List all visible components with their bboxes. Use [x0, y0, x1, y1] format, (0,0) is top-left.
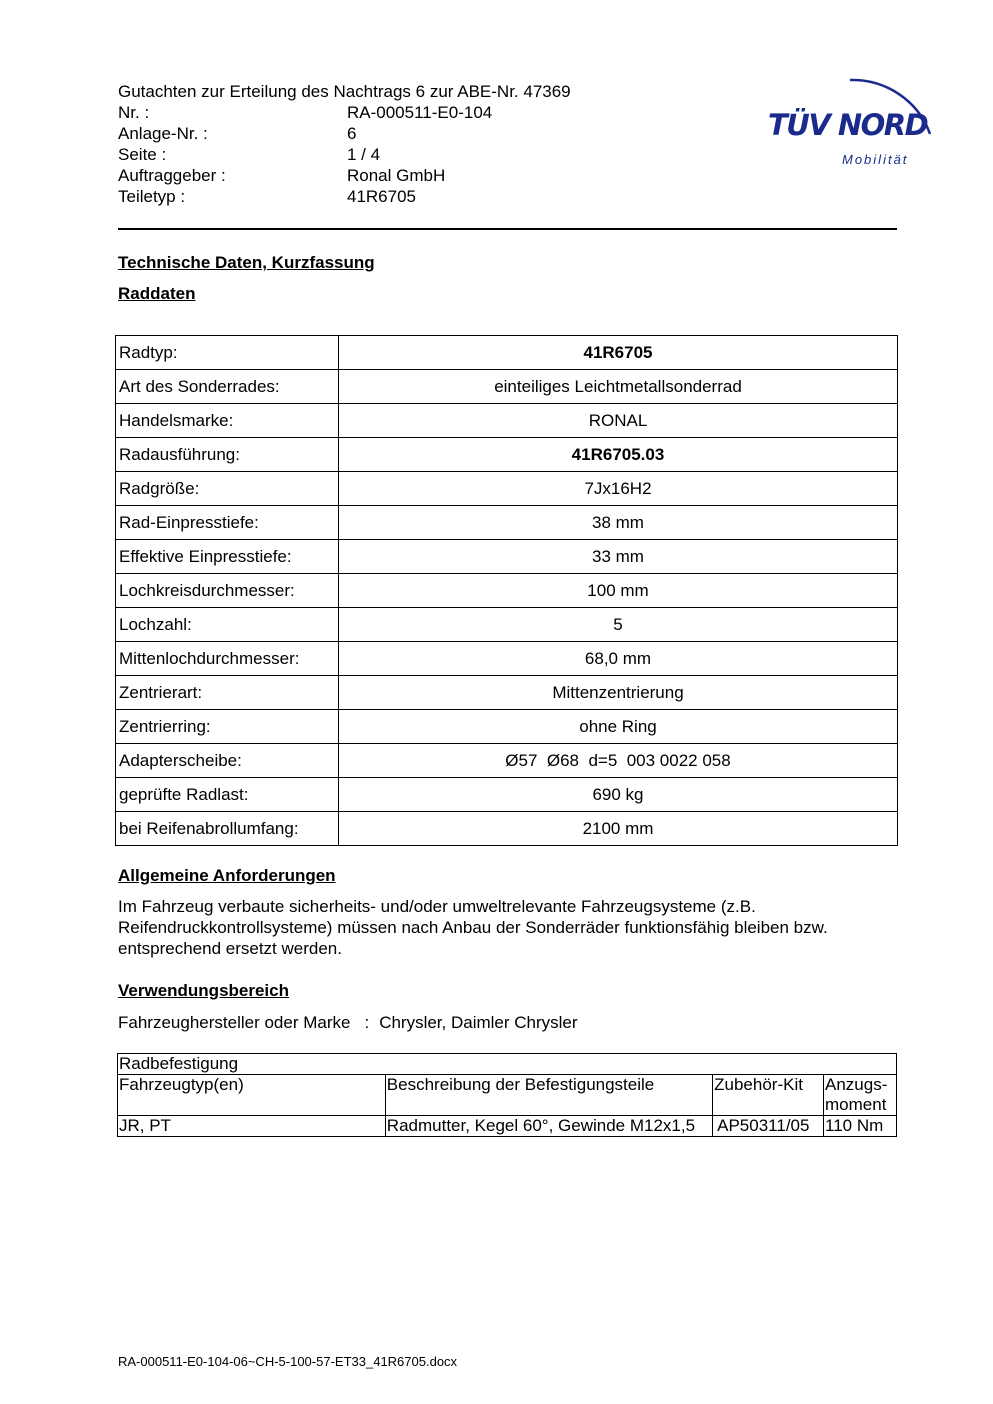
- table-cell: Radmutter, Kegel 60°, Gewinde M12x1,5: [385, 1116, 712, 1137]
- section-allgemeine-anforderungen: Allgemeine Anforderungen: [118, 866, 336, 885]
- hersteller-line: [118, 1012, 908, 1033]
- table-key: Radgröße:: [116, 472, 339, 506]
- header-row-nr: [118, 102, 492, 123]
- document-title: Gutachten zur Erteilung des Nachtrags 6 zur ABE-Nr. 47369: [118, 82, 571, 101]
- column-header: Fahrzeugtyp(en): [118, 1075, 386, 1116]
- hersteller-separator: :: [364, 1013, 370, 1032]
- table-key: Effektive Einpresstiefe:: [116, 540, 339, 574]
- header-divider: [118, 228, 897, 230]
- table-value: Mittenzentrierung: [339, 676, 898, 710]
- header-value: Ronal GmbH: [347, 166, 446, 185]
- table-key: Radtyp:: [116, 336, 339, 370]
- table-title: Radbefestigung: [118, 1054, 897, 1075]
- table-key: Lochkreisdurchmesser:: [116, 574, 339, 608]
- table-row: [116, 506, 898, 540]
- table-key: geprüfte Radlast:: [116, 778, 339, 812]
- table-value: einteiliges Leichtmetallsonderrad: [339, 370, 898, 404]
- table-value: 7Jx16H2: [339, 472, 898, 506]
- table-key: Handelsmarke:: [116, 404, 339, 438]
- logo-subtitle: Mobilität: [842, 152, 909, 167]
- table-row: [116, 540, 898, 574]
- table-value: ohne Ring: [339, 710, 898, 744]
- table-value: 100 mm: [339, 574, 898, 608]
- table-value: RONAL: [339, 404, 898, 438]
- table-value: 33 mm: [339, 540, 898, 574]
- table-value: Ø57 Ø68 d=5 003 0022 058: [339, 744, 898, 778]
- table-key: bei Reifenabrollumfang:: [116, 812, 339, 846]
- header-row-anlage: [118, 123, 356, 144]
- table-key: Adapterscheibe:: [116, 744, 339, 778]
- table-row: [118, 1116, 897, 1137]
- allgemeine-paragraph: Im Fahrzeug verbaute sicherheits- und/oder umweltrelevante Fahrzeugsysteme (z.B. Reifendruckkontrollsysteme) müssen nach Anbau der Sonderräder funktionsfähig bleiben bzw. entsprechend ersetzt werden.: [118, 897, 828, 958]
- table-row: [116, 574, 898, 608]
- table-cell: 110 Nm: [824, 1116, 897, 1137]
- table-key: Art des Sonderrades:: [116, 370, 339, 404]
- header-key: Nr. :: [118, 103, 150, 122]
- table-key: Mittenlochdurchmesser:: [116, 642, 339, 676]
- table-title-row: [118, 1054, 897, 1075]
- table-header-row: [118, 1075, 897, 1116]
- table-row: [116, 472, 898, 506]
- table-row: [116, 778, 898, 812]
- table-row: [116, 812, 898, 846]
- table-key: Zentrierring:: [116, 710, 339, 744]
- header-key: Auftraggeber :: [118, 166, 226, 185]
- table-row: [116, 676, 898, 710]
- table-key: Radausführung:: [116, 438, 339, 472]
- table-row: [116, 744, 898, 778]
- table-row: [116, 608, 898, 642]
- table-cell: AP50311/05: [713, 1116, 824, 1137]
- header-value: 41R6705: [347, 187, 417, 206]
- section-technische-daten: Technische Daten, Kurzfassung: [118, 253, 375, 272]
- table-value: 41R6705.03: [339, 438, 898, 472]
- tuev-nord-logo: [762, 58, 942, 173]
- table-value: 41R6705: [339, 336, 898, 370]
- hersteller-label: Fahrzeughersteller oder Marke: [118, 1013, 351, 1032]
- table-row: [116, 370, 898, 404]
- header-row-seite: [118, 144, 380, 165]
- header-value: 6: [347, 124, 357, 143]
- table-row: [116, 404, 898, 438]
- column-header: Beschreibung der Befestigungsteile: [385, 1075, 712, 1116]
- table-value: 5: [339, 608, 898, 642]
- section-verwendungsbereich: Verwendungsbereich: [118, 981, 289, 1000]
- radbefestigung-table: [117, 1053, 897, 1137]
- table-cell: JR, PT: [118, 1116, 386, 1137]
- header-key: Anlage-Nr. :: [118, 124, 208, 143]
- table-value: 690 kg: [339, 778, 898, 812]
- table-key: Rad-Einpresstiefe:: [116, 506, 339, 540]
- table-key: Lochzahl:: [116, 608, 339, 642]
- table-row: [116, 642, 898, 676]
- hersteller-value: Chrysler, Daimler Chrysler: [379, 1013, 578, 1032]
- header-value: RA-000511-E0-104: [347, 103, 493, 122]
- header-row-teiletyp: [118, 186, 416, 207]
- table-row: [116, 438, 898, 472]
- column-header-text: Anzugs-moment: [825, 1075, 888, 1114]
- table-row: [116, 336, 898, 370]
- footer-filename: RA-000511-E0-104-06~CH-5-100-57-ET33_41R6705.docx: [118, 1354, 458, 1369]
- table-row: [116, 710, 898, 744]
- raddaten-table: [115, 335, 898, 846]
- header-key: Seite :: [118, 145, 167, 164]
- section-raddaten: Raddaten: [118, 284, 196, 303]
- column-header: Zubehör-Kit: [713, 1075, 824, 1116]
- column-header: [824, 1075, 897, 1116]
- header-value: 1 / 4: [347, 145, 381, 164]
- header-key: Teiletyp :: [118, 187, 186, 206]
- table-key: Zentrierart:: [116, 676, 339, 710]
- table-value: 2100 mm: [339, 812, 898, 846]
- header-row-auftraggeber: [118, 165, 445, 186]
- table-value: 68,0 mm: [339, 642, 898, 676]
- table-value: 38 mm: [339, 506, 898, 540]
- logo-wordmark: TÜV NORD: [768, 108, 928, 142]
